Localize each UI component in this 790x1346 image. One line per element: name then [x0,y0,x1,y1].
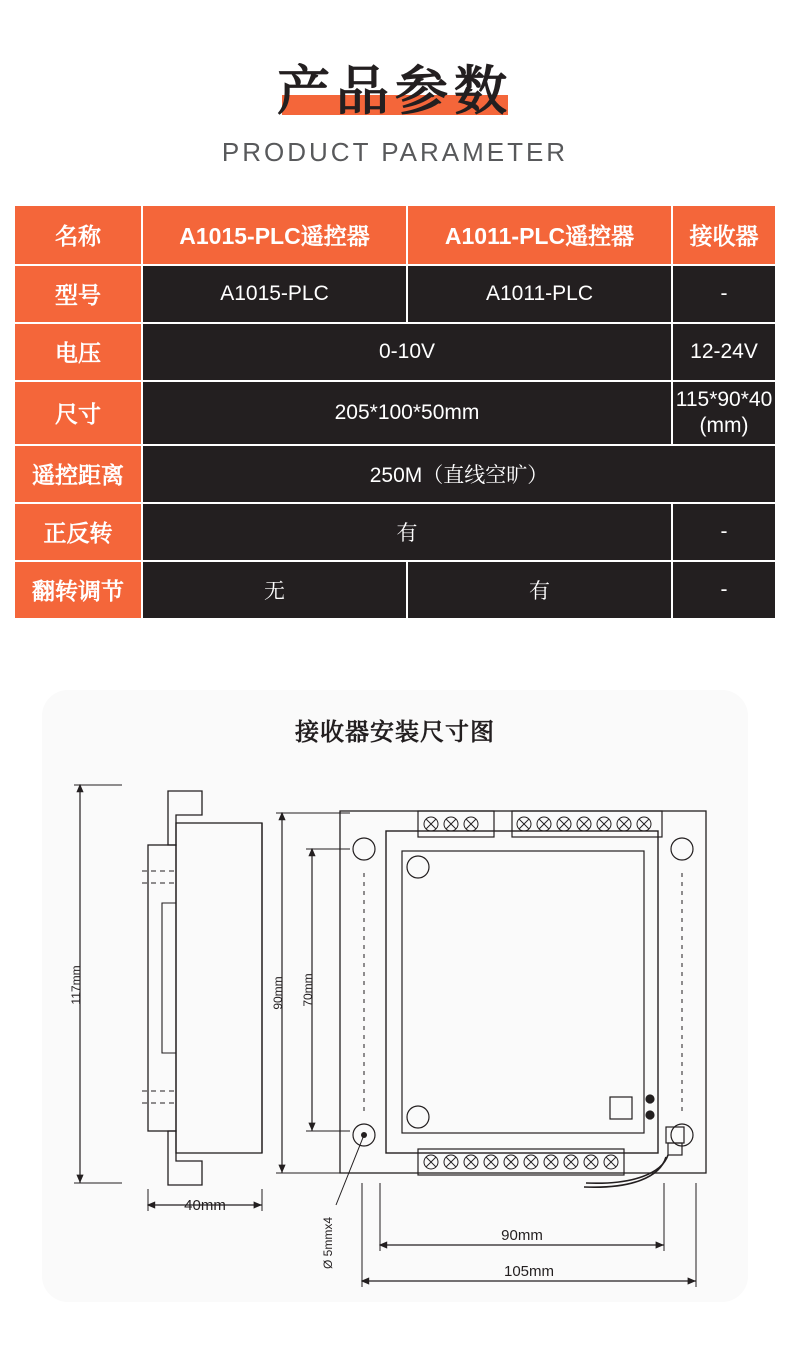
cell-model-c: - [672,265,776,323]
table-header-row [14,205,776,265]
cell-voltage-c: 12-24V [672,323,776,381]
header-cell-a1011: A1011-PLC遥控器 [407,205,672,265]
cell-size-c-line2: (mm) [699,413,749,437]
cell-distance-all: 250M（直线空旷） [142,445,776,503]
cell-size-ab: 205*100*50mm [142,381,672,445]
page-subtitle: PRODUCT PARAMETER [221,136,569,167]
row-label-forward-reverse: 正反转 [14,503,142,561]
cell-model-a: A1015-PLC [142,265,407,323]
dim-inner-90-label: 90mm [271,976,285,1010]
row-label-size: 尺寸 [14,381,142,445]
cell-voltage-ab: 0-10V [142,323,672,381]
table-row [14,445,776,503]
hole-note-label: Ø 5mmx4 [321,1216,335,1270]
dim-width-105-label: 105mm [503,1263,555,1280]
page-title: 产品参数 [277,62,513,121]
row-label-flip-adjust: 翻转调节 [14,561,142,619]
diagram-title: 接收器安装尺寸图 [295,719,495,746]
table-row [14,323,776,381]
cell-forward-reverse-c: - [672,503,776,561]
cell-flip-c: - [672,561,776,619]
header-cell-a1015: A1015-PLC遥控器 [142,205,407,265]
cell-model-b: A1011-PLC [407,265,672,323]
receiver-dimension-drawing [50,753,740,1313]
table-row [14,381,776,445]
page-header [0,0,790,168]
cell-flip-b: 有 [407,561,672,619]
cell-flip-a: 无 [142,561,407,619]
dim-inner-70-label: 70mm [301,973,315,1007]
header-cell-receiver: 接收器 [672,205,776,265]
dim-width-90-label: 90mm [501,1227,543,1244]
table-row [14,503,776,561]
row-label-voltage: 电压 [14,323,142,381]
title-block [277,62,513,123]
row-label-distance: 遥控距离 [14,445,142,503]
table-row [14,265,776,323]
product-parameter-table [13,204,777,620]
header-cell-name: 名称 [14,205,142,265]
cell-size-c-line1: 115*90*40 [675,387,773,411]
table-row [14,561,776,619]
receiver-dimension-card [42,690,748,1302]
dim-depth-label: 40mm [184,1197,226,1214]
cell-forward-reverse-ab: 有 [142,503,672,561]
row-label-model: 型号 [14,265,142,323]
cell-size-c [672,381,776,445]
dim-height-label: 117mm [69,965,83,1005]
